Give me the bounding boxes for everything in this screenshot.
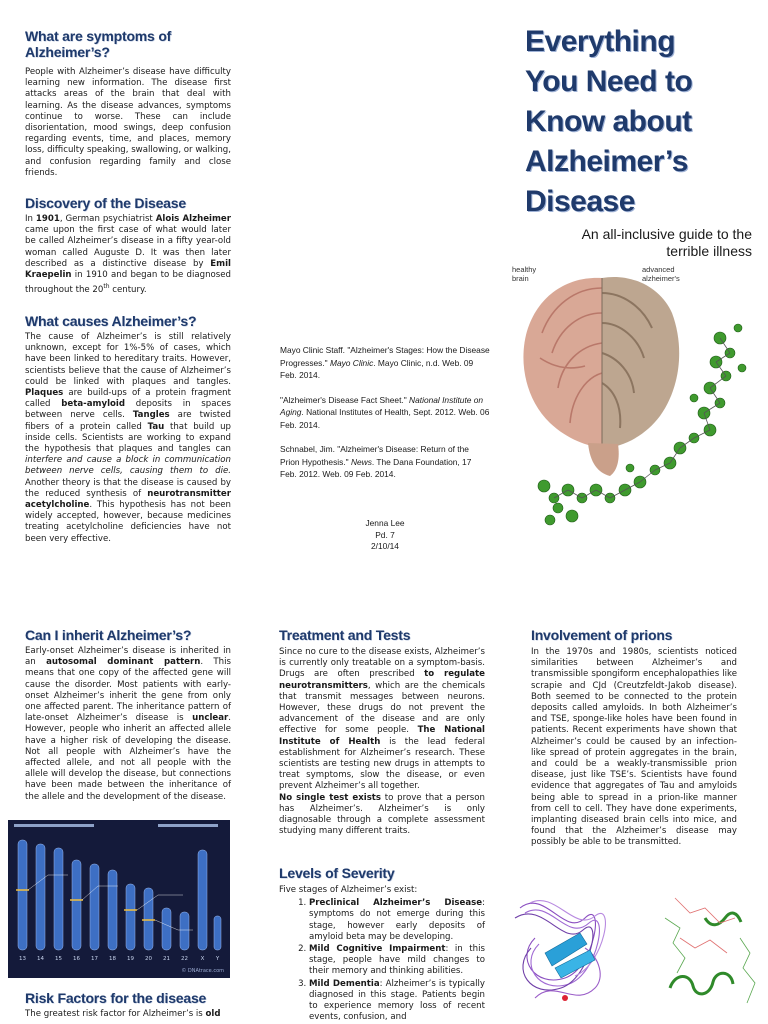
subtitle-line: An all-inclusive guide to the [581,226,752,242]
list-item: 2. Mild Cognitive Impairment: in this stage, people have mild changes to their memory and thinking abilities. [309,944,485,978]
title-line: You Need to [525,65,693,98]
chromosome-number: 13 [19,956,26,962]
causes-heading: What causes Alzheimer’s? [25,313,197,329]
treatment-body: Since no cure to the disease exists, Alzheimer’s is currently only treatable on a symptom-basis. Drugs are often prescribed to regulate neurotransmitters, which are the chemicals that transmit messages between neurons. However, these drugs do not prevent the advancement of the disease and are only effective for some people. The National Institute of Health is the lead federal establishment for Alzheimer’s research. These scientists are testing new drugs in attempts to treat symptoms, slow the disease, or even prevent Alzheimer’s all together. No single test exists to prove that a person has Alzheimer’s. Alzheimer’s is only diagnosable through a complete assessment studying many different traits. [279,647,485,837]
prions-body: In the 1970s and 1980s, scientists noticed similarities between Alzheimer’s and transmissible spongiform encephalopathies like scrapie and CJd (Creutzfeldt-Jakob disease). Both seemed to be connected to the protein deposits called amyloids. In both Alzheimer’s and TSE, sponge-like holes have been found in patients. Recent experiments have shown that Alzheimer’s could be caused by an infection-like spread of protein aggregates in the brain, and could be a weakly-transmissible prion disease, just like TSE’s. Scientists have found evidence that aggregates of Tau and amyloids being able to spread in a prion-like manner from cell to cell. They have done experiments, implanting diseased brain cells into mice, and found that the Alzheimer’s disease may possibly be able to be transmitted. [531,647,737,848]
chromosome-number: 18 [109,956,116,962]
chromosome-map-image [8,820,230,978]
chromosome-number: Y [215,956,220,962]
chromosome-number: 22 [181,956,188,962]
treatment-heading: Treatment and Tests [279,627,411,643]
severity-heading: Levels of Severity [279,865,395,881]
severity-section [279,865,485,1024]
severity-list [279,898,485,1023]
inherit-body: Early-onset Alzheimer’s disease is inherited in an autosomal dominant pattern. This means that one copy of the affected gene will cause the disorder. Most patients with early-onset Alzheimer’s inherit the gene from only one affected parent. The inheritance pattern of late-onset Alzheimer’s disease is unclear. However, people who inherit an affected allele have a higher risk of developing the disease. Not all people with Alzheimer’s have the affected allele, and not all people with the allele will develop the disease, but connections have been made between the inheritance of the allele and the development of the disease. [25,646,231,802]
severity-intro: Five stages of Alzheimer’s exist: [279,885,418,895]
prions-section [531,627,737,849]
reference-item: Mayo Clinic Staff. "Alzheimer's Stages: How the Disease Progresses." Mayo Clinic. Mayo Clinic, n.d. Web. 09 Feb. 2014. [280,345,490,380]
chromosome-image-credit: © DNAtrace.com [181,968,224,974]
brain-comparison-image [510,258,768,628]
chromosome-number: 19 [127,956,134,962]
discovery-heading: Discovery of the Disease [25,195,186,211]
chromosome-number: 17 [91,956,98,962]
causes-body: The cause of Alzheimer’s is still relatively unknown, except for 1%-5% of cases, which have been linked to hereditary traits. However, scientists believe that the cause of Alzheimer’s could be linked with plaques and tangles. Plaques are build-ups of a protein fragment called beta-amyloid deposits in spaces between nerve cells. Tangles are twisted fibers of a protein called Tau that build up inside cells. Scientists are working to expand the hypothesis that plaques and tangles can interfere and cause a block in communication between nerve cells, causing them to die. Another theory is that the disease is caused by the reduced synthesis of neurotransmitter acetylcholine. This hypothesis has not been widely accepted, however, because medicines treating acetylcholine deficiencies have not been very effective. [25,332,231,544]
risk-body: The greatest risk factor for Alzheimer’s is old [25,1009,221,1019]
treatment-section [279,627,485,837]
risk-heading: Risk Factors for the disease [25,990,207,1006]
title-line: Alzheimer’s [525,145,688,178]
title-line: Know about [525,105,692,138]
causes-section [25,313,231,545]
author-period: Pd. 7 [375,529,395,540]
symptoms-body: People with Alzheimer’s disease have difficulty learning new information. The disease first attacks areas of the brain that deal with learning. As the disease advances, symptoms continue to worse. These can include disorientation, mood swings, deep confusion regarding events, time, and places, memory loss, difficulty speaking, swallowing, or walking, and confusion regarding family and close friends. [25,67,231,178]
list-item: 1. Preclinical Alzheimer’s Disease: symptoms do not emerge during this stage, however early deposits of amyloid beta may be developing. [309,898,485,943]
risk-section [25,990,231,1020]
inherit-heading: Can I inherit Alzheimer’s? [25,627,192,643]
list-item: 3. Mild Dementia: Alzheimer’s is typically diagnosed in this stage. Patients begin to experience memory loss of recent events, confusion, and [309,979,485,1024]
discovery-section [25,195,231,296]
reference-item: "Alzheimer's Disease Fact Sheet." National Institute on Aging. National Institutes of Health, Sept. 2012. Web. 06 Feb. 2014. [280,394,490,430]
references [280,344,490,493]
title-line: Disease [525,185,635,218]
symptoms-section [25,28,231,179]
cover-subtitle [505,226,752,260]
label-advanced-alzheimers: advanced alzheimer's [642,265,680,283]
inherit-section [25,627,231,803]
chromosome-number: 21 [163,956,170,962]
author-date: 2/10/14 [371,541,399,551]
subtitle-line: terrible illness [666,243,752,259]
chromosome-number: 20 [145,956,152,962]
chromosome-number: 16 [73,956,80,962]
reference-item: Schnabel, Jim. "Alzheimer's Disease: Return of the Prion Hypothesis." News. The Dana Foundation, 17 Feb. 2012. Web. 09 Feb. 2014. [280,444,472,479]
author-name: Jenna Lee [365,518,405,528]
cover-title [525,22,765,222]
discovery-body: In 1901, German psychiatrist Alois Alzheimer came upon the first case of what would later be called Alzheimer’s disease in a fifty year-old woman called Auguste D. It was then later described as a distinctive disease by Emil Kraepelin in 1910 and began to be diagnosed throughout the 20th century. [25,214,231,296]
title-line: Everything [525,25,676,58]
chromosome-number: 15 [55,956,62,962]
author-credit [330,518,440,553]
label-healthy-brain: healthy brain [512,265,537,283]
chromosome-number: 14 [37,956,44,962]
prions-heading: Involvement of prions [531,627,673,643]
symptoms-heading: What are symptoms of Alzheimer’s? [25,28,172,60]
chromosome-number: X [200,956,205,962]
prion-protein-image [505,878,763,1024]
